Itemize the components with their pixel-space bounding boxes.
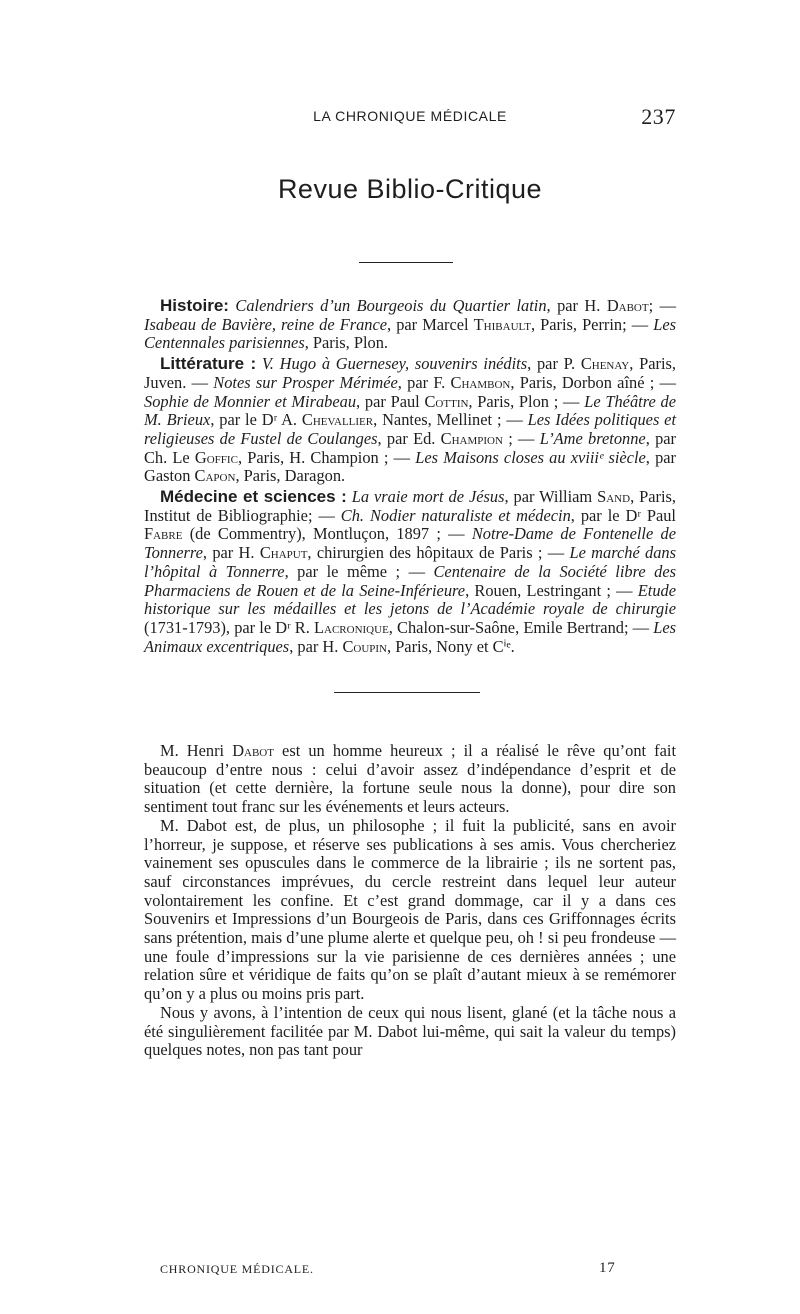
author-name: Chambon bbox=[450, 372, 511, 392]
book-title: Le Théâtre de M. Brieux bbox=[144, 391, 676, 430]
author-name: Champion bbox=[440, 428, 503, 448]
book-title: Sophie de Monnier et Mirabeau bbox=[144, 391, 357, 411]
running-head bbox=[144, 104, 676, 129]
running-head-title: LA CHRONIQUE MÉDICALE bbox=[313, 108, 507, 124]
author-name: Sand bbox=[597, 487, 631, 507]
medecine-entry: Médecine et sciences : La vraie mort de Jésus, par William Sand, Paris, Institut de Bibliographie; — Ch. Nodier naturaliste et médecin, par le Dʳ Paul Fabre (de Commentry), Montluçon, 1897 ; — Notre-Dame de Fontenelle de Tonnerre, par H. Chaput, chirurgien des hôpitaux de Paris ; — Le marché dans l’hôpital à Tonnerre, par le même ; — Centenaire de la Société libre des Pharmaciens de Rouen et de la Seine-Inférieure, Rouen, Lestringant ; — Etude historique sur les médailles et les jetons de l’Académie royale de chirurgie (1731-1793), par le Dʳ R. Lacronique, Chalon-sur-Saône, Emile Bertrand; — Les Animaux excentriques, par H. Coupin, Paris, Nony et Cⁱᵉ. bbox=[144, 487, 677, 656]
footer-signature: CHRONIQUE MÉDICALE. bbox=[160, 1262, 314, 1276]
author-name: Chevallier bbox=[301, 410, 374, 430]
page-number: 237 bbox=[641, 104, 676, 129]
author-name: Thibault bbox=[473, 314, 531, 334]
title-divider bbox=[359, 262, 453, 263]
book-title: L’Ame bretonne bbox=[539, 428, 646, 448]
book-title: Notre-Dame de Fontenelle de Tonnerre bbox=[144, 524, 676, 563]
book-title: Isabeau de Bavière, reine de France bbox=[144, 314, 388, 334]
footer-sheet-number: 17 bbox=[599, 1260, 616, 1276]
book-title: Les Idées politiques et religieuses de Fustel de Coulanges bbox=[144, 410, 677, 448]
book-title: Les Animaux excentriques bbox=[144, 617, 676, 656]
book-title: Les Centennales parisiennes bbox=[144, 314, 676, 353]
author-name: Dabot bbox=[232, 741, 274, 760]
author-name: Goffic bbox=[194, 447, 238, 467]
review-body bbox=[144, 742, 676, 1060]
section-divider bbox=[334, 692, 480, 693]
book-title: Notes sur Prosper Mérimée bbox=[213, 372, 398, 392]
author-name: Dabot bbox=[606, 296, 649, 315]
author-name: Lacronique bbox=[314, 617, 389, 637]
litterature-entry: Littérature : V. Hugo à Guernesey, souvenirs inédits, par P. Chenay, Paris, Juven. — Notes sur Prosper Mérimée, par F. Chambon, Paris, Dorbon aîné ; — Sophie de Monnier et Mirabeau, par Paul Cottin, Paris, Plon ; — Le Théâtre de M. Brieux, par le Dʳ A. Chevallier, Nantes, Mellinet ; — Les Idées politiques et religieuses de Fustel de Coulanges, par Ed. Champion ; — L’Ame bretonne, par Ch. Le Goffic, Paris, H. Champion ; — Les Maisons closes au xviiiᵉ siècle, par Gaston Capon, Paris, Daragon. bbox=[144, 354, 677, 486]
author-name: Chenay bbox=[580, 354, 630, 374]
author-name: Coupin bbox=[342, 636, 387, 656]
book-title: Les Maisons closes au xviiiᵉ siècle bbox=[415, 447, 646, 467]
paragraph: M. Henri Dabot est un homme heureux ; il a réalisé le rêve qu’ont fait beaucoup d’entre nous : celui d’avoir assez d’indépendance d’esprit et de situation (et cette dernière, la fortune seule nous la donne), pour dire son sentiment tout franc sur les événements et leurs acteurs. bbox=[144, 741, 676, 817]
medecine-heading: Médecine et sciences : bbox=[160, 487, 347, 507]
litterature-heading: Littérature : bbox=[160, 354, 257, 374]
author-name: Capon bbox=[194, 466, 236, 486]
author-name: Chaput bbox=[259, 543, 308, 563]
author-name: Cottin bbox=[424, 391, 469, 411]
histoire-heading: Histoire: bbox=[160, 296, 229, 315]
section-title: Revue Biblio-Critique bbox=[277, 174, 543, 204]
paragraph: Nous y avons, à l’intention de ceux qui nous lisent, glané (et la tâche nous a été singulièrement facilitée par M. Dabot lui-même, qui sait la valeur du temps) quelques notes, non pas tant pour bbox=[144, 1002, 676, 1060]
paragraph: M. Dabot est, de plus, un philosophe ; il fuit la publicité, sans en avoir l’horreur, je suppose, et réserve ses publications à ses amis. Vous chercheriez vainement ses opuscules dans le commerce de la librairie ; ils ne sortent pas, sauf circonstances imprévues, du cercle restreint dans lequel leur auteur volontairement les confine. Et c’est grand dommage, car il y a dans ces Souvenirs et Impressions d’un Bourgeois de Paris, dans ces Griffonnages écrits sans prétention, mais d’une plume alerte et quelque peu, oh ! si peu frondeuse — une foule d’impressions sur la vie parisienne de ces dernières années ; une relation sûre et véridique de faits qu’on se plaît d’autant mieux à se remémorer qu’on y a plus ou moins pris part. bbox=[144, 815, 676, 1004]
book-title: Etude historique sur les médailles et les jetons de l’Académie royale de chirurgie bbox=[144, 580, 676, 619]
footer bbox=[144, 1262, 676, 1280]
book-title: La vraie mort de Jésus bbox=[351, 487, 505, 507]
histoire-entry: Histoire: Calendriers d’un Bourgeois du Quartier latin, par H. Dabot; — Isabeau de Bavière, reine de France, par Marcel Thibault, Paris, Perrin; — Les Centennales parisiennes, Paris, Plon. bbox=[144, 296, 676, 353]
bibliography bbox=[144, 297, 676, 658]
book-title: Centenaire de la Société libre des Pharmaciens de Rouen et de la Seine-Inférieure bbox=[144, 561, 677, 600]
author-name: Fabre bbox=[144, 524, 183, 544]
book-title: Ch. Nodier naturaliste et médecin bbox=[340, 505, 571, 525]
book-title: Le marché dans l’hôpital à Tonnerre bbox=[144, 543, 676, 581]
book-title: Calendriers d’un Bourgeois du Quartier latin bbox=[235, 296, 547, 315]
book-title: V. Hugo à Guernesey, souvenirs inédits bbox=[261, 354, 528, 374]
